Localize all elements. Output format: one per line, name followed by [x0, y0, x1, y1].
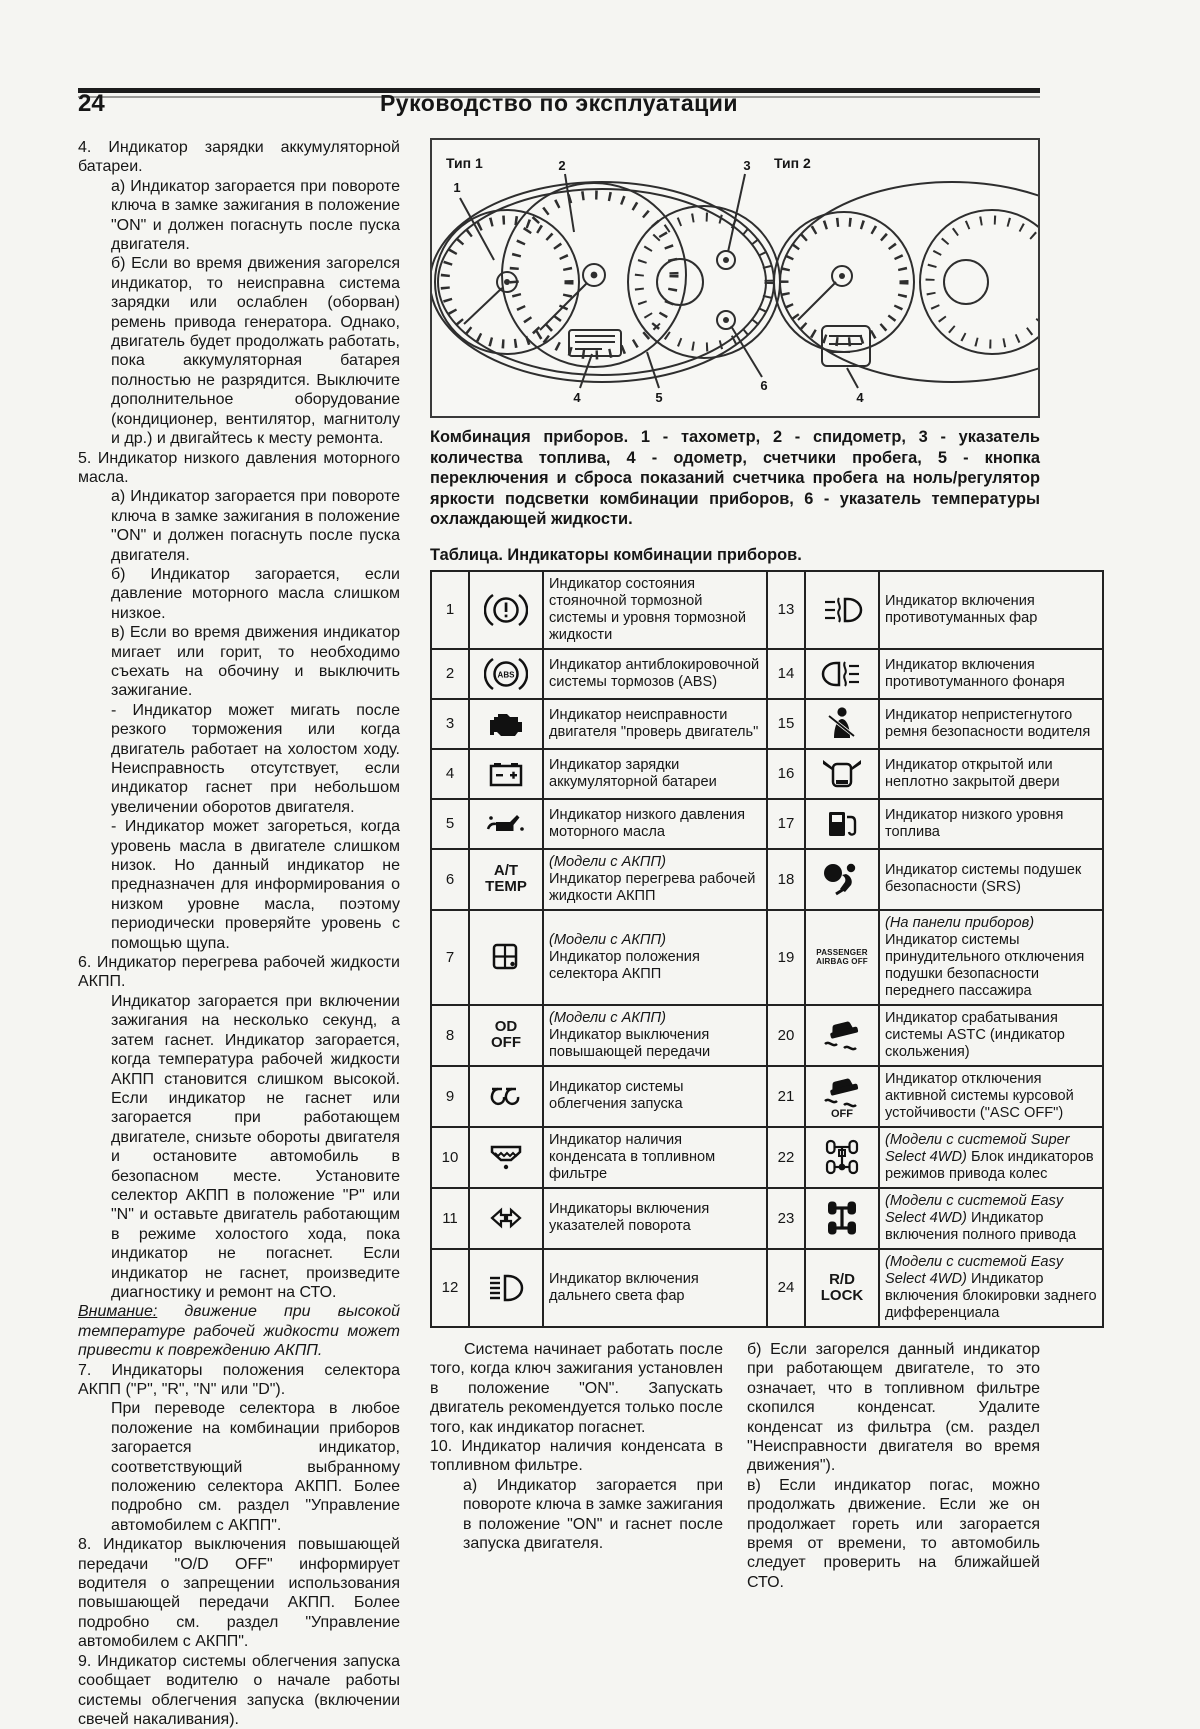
- high-beam-icon: [469, 1249, 543, 1327]
- indicator-description: Индикатор системы облегчения запуска: [543, 1066, 767, 1127]
- table-row: [431, 1127, 1103, 1188]
- table-row: [431, 571, 1103, 649]
- callout-3: 3: [743, 158, 751, 173]
- turn-signal-icon: [469, 1188, 543, 1249]
- door-open-icon: [805, 749, 879, 799]
- glow-plug-icon: [469, 1066, 543, 1127]
- paragraph: При переводе селектора в любое положение на комбинации приборов загорается индикатор, соответствующий выбранному положению селектора АКПП. Более подробно см. раздел "Управление автомобилем с АКПП".: [111, 1400, 400, 1534]
- row-number: 17: [767, 799, 805, 849]
- table-row: [431, 1005, 1103, 1066]
- cluster-diagram: [432, 140, 1038, 412]
- table-row: [431, 1188, 1103, 1249]
- indicator-description: Индикатор низкого уровня топлива: [879, 799, 1103, 849]
- row-number: 14: [767, 649, 805, 699]
- indicator-description: Индикатор включения противотуманного фонаря: [879, 649, 1103, 699]
- page-number: 24: [78, 90, 105, 117]
- callout-2: 2: [558, 158, 566, 173]
- callout-5: 5: [655, 390, 663, 405]
- paragraph: 6. Индикатор перегрева рабочей жидкости АКПП.: [78, 954, 400, 991]
- row-number: 21: [767, 1066, 805, 1127]
- paragraph: - Индикатор может мигать после резкого торможения или когда двигатель работает на холостом ходу. Неисправность отсутствует, если индикатор гаснет при небольшом увеличении оборотов двигателя.: [111, 701, 400, 816]
- callout-type2-4: 4: [856, 390, 864, 405]
- row-number: 12: [431, 1249, 469, 1327]
- table-row: [431, 799, 1103, 849]
- paragraph: - Индикатор может загореться, когда уровень масла в двигателе слишком низок. Но данный индикатор не предназначен для информирования о низком уровне масла, поэтому периодически проверяйте уровень с помощью щупа.: [111, 818, 400, 952]
- super-select-4wd-icon: [805, 1127, 879, 1188]
- row-number: 3: [431, 699, 469, 749]
- row-number: 1: [431, 571, 469, 649]
- easy-select-4wd-icon: [805, 1188, 879, 1249]
- indicator-description: Индикатор включения дальнего света фар: [543, 1249, 767, 1327]
- table-title: Таблица. Индикаторы комбинации приборов.: [430, 545, 802, 564]
- indicator-description: (Модели с АКПП) Индикатор перегрева рабочей жидкости АКПП: [543, 849, 767, 910]
- indicator-description: Индикатор непристегнутого ремня безопасности водителя: [879, 699, 1103, 749]
- airbag-srs-icon: [805, 849, 879, 910]
- front-fog-lights-icon: [805, 571, 879, 649]
- row-number: 6: [431, 849, 469, 910]
- astc-slip-icon: [805, 1005, 879, 1066]
- indicator-description: (Модели с АКПП) Индикатор выключения повышающей передачи: [543, 1005, 767, 1066]
- at-temp-text-indicator: A/T TEMP: [469, 849, 543, 910]
- row-number: 19: [767, 910, 805, 1005]
- indicator-description: Индикатор антиблокировочной системы тормозов (ABS): [543, 649, 767, 699]
- indicator-description: Индикатор зарядки аккумуляторной батареи: [543, 749, 767, 799]
- rear-fog-light-icon: [805, 649, 879, 699]
- table-row: [431, 649, 1103, 699]
- paragraph: Внимание: движение при высокой температуре рабочей жидкости может привести к повреждению АКПП.: [78, 1303, 400, 1360]
- callout-4: 4: [573, 390, 581, 405]
- bottom-text: [430, 1340, 1040, 1592]
- indicator-description: (Модели с АКПП) Индикатор положения селектора АКПП: [543, 910, 767, 1005]
- table-row: [431, 1066, 1103, 1127]
- row-number: 10: [431, 1127, 469, 1188]
- row-number: 11: [431, 1188, 469, 1249]
- indicator-description: (Модели с системой Easy Select 4WD) Индикатор включения блокировки заднего дифференциала: [879, 1249, 1103, 1327]
- paragraph: в) Если индикатор погас, можно продолжать движение. Если же он продолжает гореть или загорается время от времени, то автомобиль следует проверить на ближайшей СТО.: [747, 1476, 1040, 1591]
- row-number: 7: [431, 910, 469, 1005]
- figure-label-type2: Тип 2: [774, 155, 811, 171]
- row-number: 23: [767, 1188, 805, 1249]
- table-row: [431, 849, 1103, 910]
- indicator-description: Индикатор наличия конденсата в топливном фильтре: [543, 1127, 767, 1188]
- asc-off-slip-icon: OFF: [805, 1066, 879, 1127]
- row-number: 9: [431, 1066, 469, 1127]
- paragraph: а) Индикатор загорается при повороте ключа в замке зажигания в положение "ON" и должен погаснуть после пуска двигателя.: [111, 488, 400, 564]
- row-number: 22: [767, 1127, 805, 1188]
- paragraph: 10. Индикатор наличия конденсата в топливном фильтре.: [430, 1437, 723, 1475]
- table-row: [431, 910, 1103, 1005]
- indicator-description: Индикатор низкого давления моторного масла: [543, 799, 767, 849]
- seat-belt-icon: [805, 699, 879, 749]
- indicator-description: Индикатор срабатывания системы ASTC (индикатор скольжения): [879, 1005, 1103, 1066]
- paragraph: Система начинает работать после того, когда ключ зажигания установлен в положение "ON". Запускать двигатель рекомендуется только после того, как индикатор погаснет.: [430, 1340, 723, 1436]
- battery-charge-icon: [469, 749, 543, 799]
- table-row: [431, 1249, 1103, 1327]
- left-column: [78, 138, 400, 1729]
- low-fuel-icon: [805, 799, 879, 849]
- at-selector-position-icon: [469, 910, 543, 1005]
- right-column: [430, 138, 1097, 1592]
- paragraph: 8. Индикатор выключения повышающей передачи "O/D OFF" информирует водителя о запрещении использования повышающей передачи АКПП. Более подробно см. раздел "Управление автомобилем с АКПП".: [78, 1536, 400, 1651]
- callout-6: 6: [760, 378, 768, 393]
- indicator-description: Индикатор открытой или неплотно закрытой двери: [879, 749, 1103, 799]
- paragraph: в) Если во время движения индикатор мигает или горит, то необходимо съехать на обочину и выключить зажигание.: [111, 624, 400, 700]
- table-row: [431, 749, 1103, 799]
- indicator-description: Индикатор отключения активной системы курсовой устойчивости ("ASC OFF"): [879, 1066, 1103, 1127]
- bottom-col-1: [430, 1340, 723, 1592]
- passenger-airbag-off-text: PASSENGER AIRBAG OFF: [805, 910, 879, 1005]
- indicator-description: (Модели с системой Easy Select 4WD) Индикатор включения полного привода: [879, 1188, 1103, 1249]
- indicator-description: Индикаторы включения указателей поворота: [543, 1188, 767, 1249]
- oil-pressure-icon: [469, 799, 543, 849]
- paragraph: б) Индикатор загорается, если давление моторного масла слишком низкое.: [111, 565, 400, 622]
- row-number: 16: [767, 749, 805, 799]
- indicator-description: Индикатор системы подушек безопасности (SRS): [879, 849, 1103, 910]
- paragraph: 7. Индикаторы положения селектора АКПП ("P", "R", "N" или "D").: [78, 1361, 400, 1398]
- bottom-col-2: [747, 1340, 1040, 1592]
- indicator-description: (Модели с системой Super Select 4WD) Блок индикаторов режимов привода колес: [879, 1127, 1103, 1188]
- check-engine-icon: [469, 699, 543, 749]
- indicator-description: (На панели приборов) Индикатор системы принудительного отключения подушки безопасности переднего пассажира: [879, 910, 1103, 1005]
- indicator-description: Индикатор включения противотуманных фар: [879, 571, 1103, 649]
- row-number: 24: [767, 1249, 805, 1327]
- page-title: Руководство по эксплуатации: [379, 90, 739, 116]
- row-number: 13: [767, 571, 805, 649]
- rd-lock-text-indicator: R/D LOCK: [805, 1249, 879, 1327]
- row-number: 2: [431, 649, 469, 699]
- paragraph: б) Если загорелся данный индикатор при работающем двигателе, то это означает, что в топливном фильтре скопился конденсат. Удалите конденсат из фильтра (см. раздел "Неисправности двигателя во время движения").: [747, 1340, 1040, 1475]
- od-off-text-indicator: OD OFF: [469, 1005, 543, 1066]
- abs-icon: [469, 649, 543, 699]
- instrument-cluster-figure: [430, 138, 1040, 418]
- paragraph: 5. Индикатор низкого давления моторного масла.: [78, 449, 400, 486]
- row-number: 5: [431, 799, 469, 849]
- figure-label-type1: Тип 1: [446, 155, 483, 171]
- paragraph: 4. Индикатор зарядки аккумуляторной батареи.: [78, 139, 400, 176]
- callout-1: 1: [453, 180, 461, 195]
- parking-brake-warning-icon: [469, 571, 543, 649]
- page-header: [78, 88, 1040, 128]
- row-number: 8: [431, 1005, 469, 1066]
- svg-text:ABS: ABS: [497, 670, 515, 680]
- row-number: 18: [767, 849, 805, 910]
- indicator-table: [430, 570, 1104, 1328]
- figure-caption: Комбинация приборов. 1 - тахометр, 2 - спидометр, 3 - указатель количества топлива, 4 - одометр, счетчики пробега, 5 - кнопка переключения и сброса показаний счетчика пробега на ноль/регулятор яркости подсветки комбинации приборов, 6 - указатель температуры охлаждающей жидкости.: [430, 428, 1040, 528]
- indicator-table-body: [431, 571, 1103, 1327]
- paragraph: а) Индикатор загорается при повороте ключа в замке зажигания в положение "ON" и должен погаснуть после пуска двигателя.: [111, 177, 400, 254]
- row-number: 4: [431, 749, 469, 799]
- paragraph: 9. Индикатор системы облегчения запуска сообщает водителю о начале работы системы облегчения запуска (включении свечей накаливания).: [78, 1652, 400, 1728]
- fuel-filter-condensate-icon: [469, 1127, 543, 1188]
- paragraph: а) Индикатор загорается при повороте ключа в замке зажигания в положение "ON" и гаснет после запуска двигателя.: [463, 1476, 723, 1552]
- row-number: 20: [767, 1005, 805, 1066]
- paragraph: Индикатор загорается при включении зажигания на несколько секунд, а затем гаснет. Индикатор загорается, когда температура рабочей жидкости АКПП становится слишком высокой. Если индикатор не гаснет или загорается при работающем двигателе, снизьте обороты двигателя и остановите автомобиль в безопасном месте. Установите селектор АКПП в положение "P" или "N" и оставьте двигатель работающим в режиме холостого хода, пока индикатор не погаснет. Если индикатор не гаснет, произведите диагностику и ремонт на СТО.: [111, 992, 400, 1301]
- table-row: [431, 699, 1103, 749]
- indicator-description: Индикатор неисправности двигателя "проверь двигатель": [543, 699, 767, 749]
- indicator-description: Индикатор состояния стояночной тормозной системы и уровня тормозной жидкости: [543, 571, 767, 649]
- paragraph: б) Если во время движения загорелся индикатор, то неисправна система зарядки или ослаблен (оборван) ремень привода генератора. Однако, двигатель будет продолжать работать, пока аккумуляторная батарея полностью не разрядится. Выключите дополнительное оборудование (кондиционер, вентилятор, магнитолу и др.) и двигайтесь к месту ремонта.: [111, 255, 400, 448]
- row-number: 15: [767, 699, 805, 749]
